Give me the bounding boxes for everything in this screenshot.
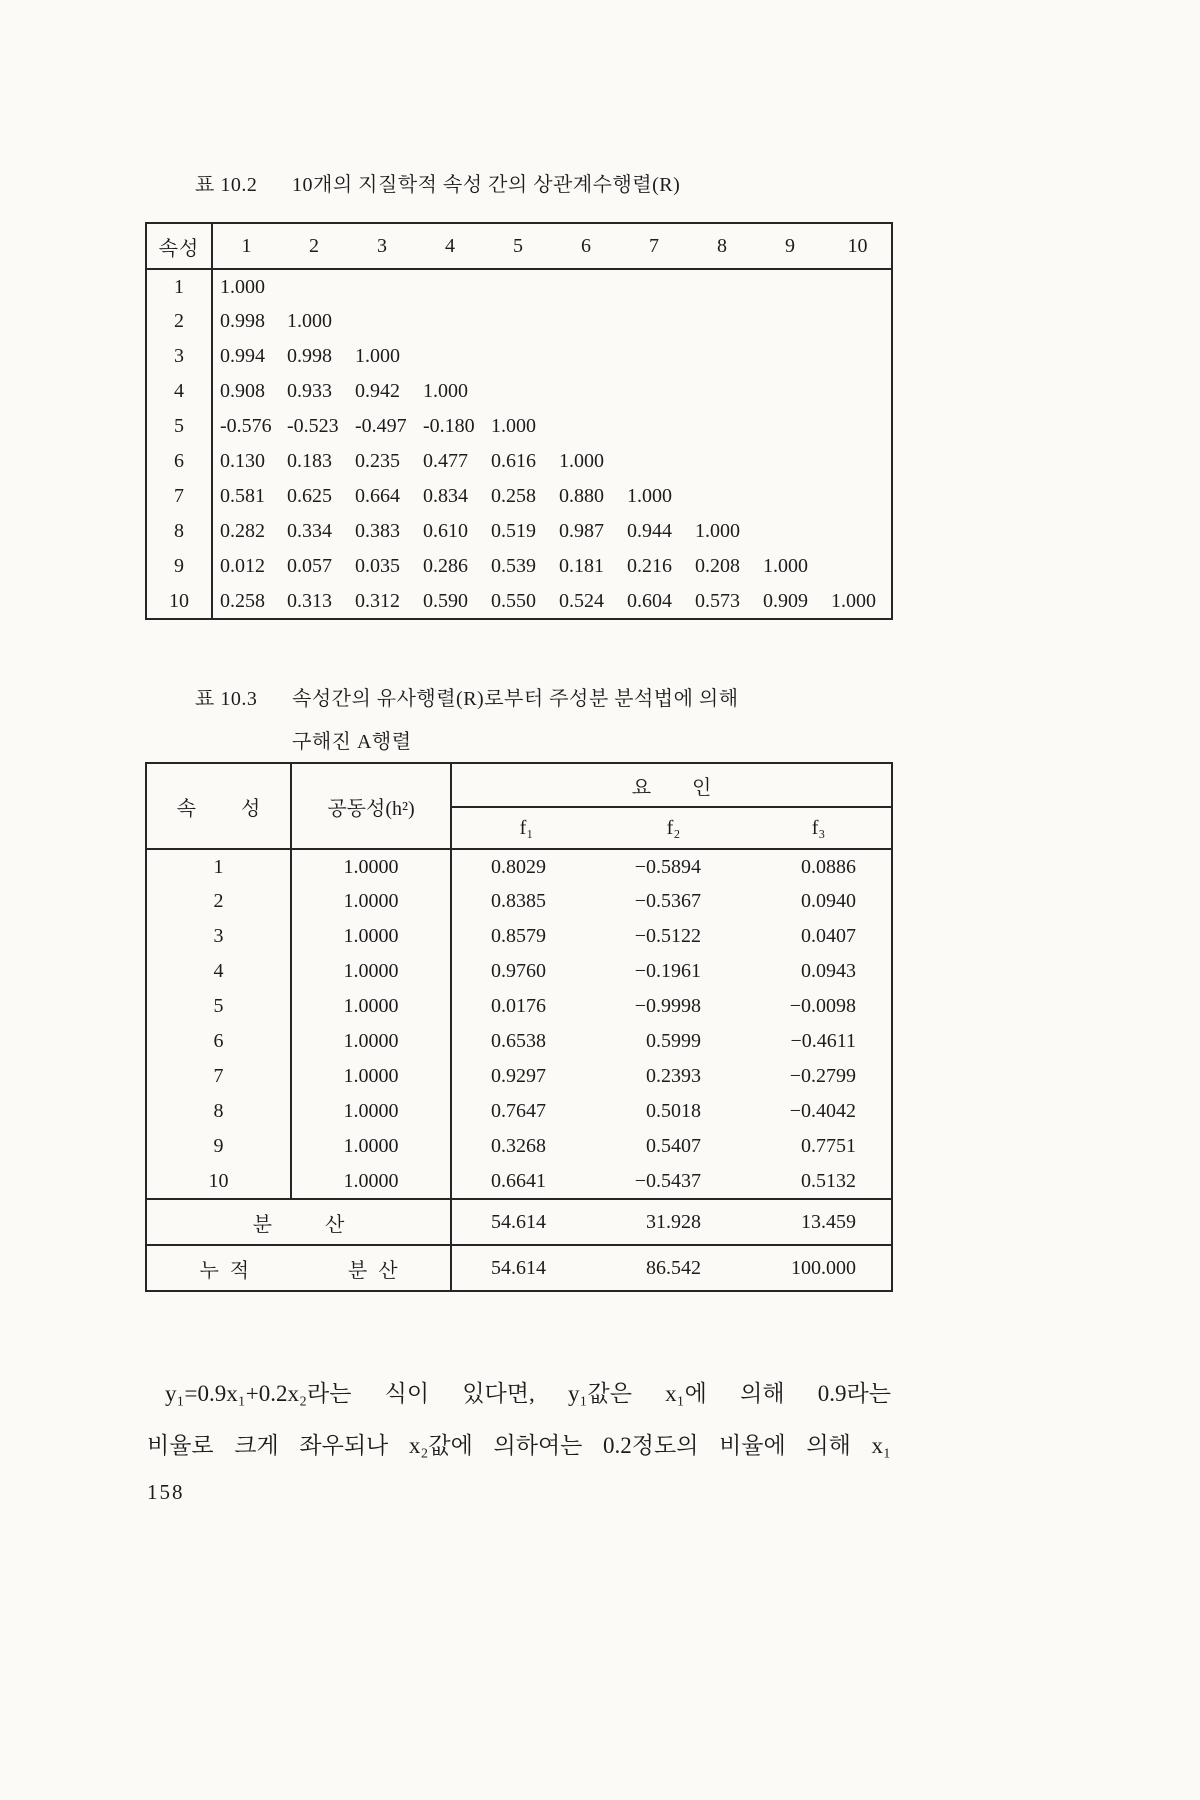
matrix-cell (620, 409, 688, 444)
factor-loading-cell: 0.8385 (491, 890, 546, 912)
matrix-cell: 0.834 (423, 485, 468, 507)
communality-cell: 1.0000 (291, 1059, 451, 1094)
matrix-row (146, 584, 892, 619)
cumulative-variance-label (146, 1245, 451, 1291)
matrix-cell: 0.998 (220, 310, 265, 332)
matrix-cell: 0.235 (355, 450, 400, 472)
cumulative-variance-value: 86.542 (601, 1245, 746, 1291)
matrix-cell: 0.057 (287, 555, 332, 577)
matrix-header-row (146, 223, 892, 269)
matrix-cell: 1.000 (763, 555, 808, 577)
matrix-cell: 0.035 (355, 555, 400, 577)
factor-loading-cell: 0.8029 (491, 855, 546, 878)
factor-loading-cell: −0.9998 (634, 995, 701, 1017)
matrix-cell: 1.000 (491, 415, 536, 437)
matrix-cell: 0.998 (287, 345, 332, 367)
factor-loading-cell: 0.6641 (491, 1169, 546, 1192)
communality-cell: 1.0000 (291, 919, 451, 954)
matrix-cell (552, 374, 620, 409)
factor-header: f₁ (451, 807, 601, 849)
attribute-label: 3 (146, 919, 291, 954)
body-text-line2: 비율로 크게 좌우되나 x₂값에 의하여는 0.2정도의 비율에 의해 x₁ (147, 1433, 891, 1458)
matrix-row (146, 549, 892, 584)
factor-loading-cell: 0.2393 (646, 1065, 701, 1087)
communality-col-header: 공동성(h²) (291, 763, 451, 849)
matrix-cell (688, 409, 756, 444)
communality-cell: 1.0000 (291, 1094, 451, 1129)
matrix-cell (620, 374, 688, 409)
matrix-cell (552, 269, 620, 304)
attribute-label: 2 (146, 884, 291, 919)
loading-row (146, 989, 892, 1024)
factor-loading-cell: 0.0886 (801, 855, 857, 878)
matrix-cell: 0.208 (695, 555, 740, 577)
matrix-cell (552, 339, 620, 374)
matrix-cell (620, 444, 688, 479)
cumulative-variance-row (146, 1245, 892, 1291)
matrix-cell (824, 339, 892, 374)
matrix-col-header: 4 (416, 223, 484, 269)
table-10-3-caption-line1 (195, 682, 739, 711)
matrix-cell: 0.183 (287, 450, 332, 472)
matrix-cell (688, 339, 756, 374)
matrix-col-header: 6 (552, 223, 620, 269)
matrix-cell (620, 269, 688, 304)
table-10-2-caption-number: 표 10.2 (195, 174, 258, 196)
matrix-cell: 0.604 (627, 589, 672, 612)
page-number: 158 (147, 1480, 185, 1504)
matrix-cell (824, 269, 892, 304)
matrix-cell: 0.590 (423, 589, 468, 612)
matrix-cell: 0.258 (491, 485, 536, 507)
factor-loading-cell: 0.5407 (646, 1135, 701, 1157)
factor-loading-cell: 0.5132 (801, 1169, 857, 1192)
factor-loading-cell: −0.1961 (634, 960, 701, 982)
matrix-cell (756, 514, 824, 549)
matrix-cell (688, 269, 756, 304)
matrix-cell: 0.664 (355, 485, 400, 507)
matrix-cell (416, 304, 484, 339)
matrix-cell: 0.944 (627, 520, 672, 542)
cumulative-variance-value: 54.614 (451, 1245, 601, 1291)
factor-loading-cell: −0.2799 (789, 1065, 857, 1087)
matrix-row (146, 269, 892, 304)
factor-loading-cell: 0.0176 (491, 995, 546, 1017)
matrix-col-header: 1 (212, 223, 280, 269)
matrix-cell (688, 479, 756, 514)
matrix-cell: 1.000 (355, 345, 400, 367)
matrix-cell: -0.523 (287, 415, 339, 437)
matrix-cell: 0.334 (287, 520, 332, 542)
attribute-label: 4 (146, 954, 291, 989)
matrix-cell (824, 444, 892, 479)
matrix-cell (416, 269, 484, 304)
attribute-label: 7 (146, 1059, 291, 1094)
matrix-cell (824, 409, 892, 444)
matrix-cell: 0.942 (355, 380, 400, 402)
factor-loading-cell: 0.0943 (801, 960, 857, 982)
matrix-cell (756, 269, 824, 304)
matrix-cell: 0.312 (355, 589, 400, 612)
factor-loading-cell: 0.9760 (491, 960, 546, 982)
matrix-cell (688, 444, 756, 479)
matrix-row-label: 1 (146, 269, 212, 304)
matrix-cell: 0.130 (220, 450, 265, 472)
factor-header: f₂ (601, 807, 746, 849)
matrix-row-label: 7 (146, 479, 212, 514)
attribute-label: 9 (146, 1129, 291, 1164)
matrix-cell: 0.524 (559, 589, 604, 612)
loading-row (146, 1129, 892, 1164)
matrix-row (146, 304, 892, 339)
matrix-cell: 0.573 (695, 589, 740, 612)
matrix-cell (824, 549, 892, 584)
matrix-cell: 1.000 (831, 589, 876, 612)
attribute-label: 5 (146, 989, 291, 1024)
factor-loading-cell: −0.0098 (789, 995, 857, 1017)
matrix-cell: 0.282 (220, 520, 265, 542)
factor-loading-cell: 0.7751 (801, 1135, 857, 1157)
matrix-cell (484, 304, 552, 339)
matrix-cell: 0.181 (559, 555, 604, 577)
matrix-cell (756, 339, 824, 374)
matrix-cell (348, 269, 416, 304)
factor-loading-cell: 0.8579 (491, 925, 546, 947)
loading-row (146, 884, 892, 919)
matrix-cell: 0.313 (287, 589, 332, 612)
matrix-corner-label: 속성 (146, 223, 212, 269)
factor-loading-cell: 0.0407 (801, 925, 857, 947)
communality-cell: 1.0000 (291, 884, 451, 919)
matrix-col-header: 9 (756, 223, 824, 269)
communality-cell: 1.0000 (291, 954, 451, 989)
loading-row (146, 849, 892, 884)
matrix-cell (688, 374, 756, 409)
matrix-cell: 0.610 (423, 520, 468, 542)
loading-row (146, 1164, 892, 1199)
factor-loading-cell: −0.4611 (790, 1030, 857, 1052)
attribute-label: 1 (146, 849, 291, 884)
table-10-3-caption (195, 682, 739, 754)
matrix-row (146, 339, 892, 374)
attribute-label: 6 (146, 1024, 291, 1059)
matrix-row-label: 6 (146, 444, 212, 479)
matrix-cell: 1.000 (287, 310, 332, 332)
matrix-cell: 0.987 (559, 520, 604, 542)
matrix-row (146, 444, 892, 479)
communality-cell: 1.0000 (291, 989, 451, 1024)
matrix-cell: 0.909 (763, 589, 808, 612)
matrix-cell (688, 304, 756, 339)
matrix-cell (756, 444, 824, 479)
factor-loading-cell: −0.4042 (789, 1100, 857, 1122)
matrix-col-header: 7 (620, 223, 688, 269)
matrix-cell (756, 304, 824, 339)
matrix-cell: 0.994 (220, 345, 265, 367)
matrix-cell: 1.000 (220, 275, 265, 298)
matrix-row (146, 374, 892, 409)
matrix-row-label: 2 (146, 304, 212, 339)
communality-cell: 1.0000 (291, 849, 451, 884)
factor-matrix-table (145, 762, 893, 1292)
factor-loading-cell: −0.5122 (634, 925, 701, 947)
factor-loading-cell: −0.5437 (634, 1169, 701, 1192)
matrix-cell: 0.880 (559, 485, 604, 507)
factor-loading-cell: 0.7647 (491, 1100, 546, 1122)
factor-loading-cell: −0.5894 (634, 855, 701, 878)
matrix-col-header: 5 (484, 223, 552, 269)
matrix-col-header: 2 (280, 223, 348, 269)
matrix-cell (620, 339, 688, 374)
matrix-cell: 0.550 (491, 589, 536, 612)
matrix-cell: 0.012 (220, 555, 265, 577)
variance-row (146, 1199, 892, 1245)
variance-label: 분 산 (146, 1199, 451, 1245)
matrix-cell: 0.383 (355, 520, 400, 542)
t2-header-row-top (146, 763, 892, 807)
matrix-cell: 0.477 (423, 450, 468, 472)
matrix-cell: 0.616 (491, 450, 536, 472)
matrix-cell (552, 304, 620, 339)
matrix-cell: 0.625 (287, 485, 332, 507)
communality-cell: 1.0000 (291, 1164, 451, 1199)
matrix-cell: 1.000 (559, 450, 604, 472)
matrix-row-label: 10 (146, 584, 212, 619)
matrix-cell: 1.000 (627, 485, 672, 507)
matrix-cell: 1.000 (695, 520, 740, 542)
matrix-row (146, 479, 892, 514)
factor-loading-cell: 0.9297 (491, 1065, 546, 1087)
matrix-row-label: 8 (146, 514, 212, 549)
matrix-row-label: 4 (146, 374, 212, 409)
factor-loading-cell: 0.5999 (646, 1030, 701, 1052)
matrix-cell (756, 409, 824, 444)
body-paragraph (147, 1368, 891, 1472)
matrix-col-header: 8 (688, 223, 756, 269)
matrix-cell (824, 514, 892, 549)
matrix-cell (280, 269, 348, 304)
matrix-cell: 0.581 (220, 485, 265, 507)
table-10-3-caption-line2: 구해진 A행렬 (292, 731, 412, 753)
matrix-cell (552, 409, 620, 444)
matrix-cell (484, 269, 552, 304)
matrix-cell (756, 479, 824, 514)
loading-row (146, 919, 892, 954)
factor-group-header: 요 인 (451, 763, 892, 807)
attribute-label: 10 (146, 1164, 291, 1199)
matrix-cell: 0.539 (491, 555, 536, 577)
matrix-row-label: 5 (146, 409, 212, 444)
factor-loading-cell: 0.3268 (491, 1135, 546, 1157)
matrix-cell (484, 374, 552, 409)
matrix-cell (824, 304, 892, 339)
matrix-cell: 1.000 (423, 380, 468, 402)
attribute-label: 8 (146, 1094, 291, 1129)
matrix-cell (484, 339, 552, 374)
matrix-cell (348, 304, 416, 339)
body-text-line1: y₁=0.9x₁+0.2x₂라는 식이 있다면, y₁값은 x₁에 의해 0.9라는 (165, 1381, 891, 1406)
cumulative-label-part1: 누 적 (199, 1259, 250, 1282)
factor-header: f₃ (746, 807, 892, 849)
matrix-cell: 0.286 (423, 555, 468, 577)
communality-cell: 1.0000 (291, 1129, 451, 1164)
table-10-3-caption-text: 속성간의 유사행렬(R)로부터 주성분 분석법에 의해 (292, 688, 739, 710)
matrix-col-header: 10 (824, 223, 892, 269)
matrix-cell (824, 479, 892, 514)
matrix-cell: 0.933 (287, 380, 332, 402)
matrix-cell: -0.497 (355, 415, 407, 437)
matrix-row-label: 9 (146, 549, 212, 584)
loading-row (146, 1059, 892, 1094)
matrix-col-header: 3 (348, 223, 416, 269)
loading-row (146, 954, 892, 989)
table-10-3-caption-number: 표 10.3 (195, 688, 258, 710)
matrix-cell (620, 304, 688, 339)
loading-row (146, 1094, 892, 1129)
communality-cell: 1.0000 (291, 1024, 451, 1059)
matrix-cell (416, 339, 484, 374)
cumulative-label-part2: 분 산 (347, 1259, 398, 1282)
factor-loading-cell: 0.6538 (491, 1030, 546, 1052)
factor-loading-cell: 0.5018 (646, 1100, 701, 1122)
matrix-cell: 0.258 (220, 589, 265, 612)
factor-loading-cell: 0.0940 (801, 890, 857, 912)
matrix-row (146, 409, 892, 444)
variance-value: 13.459 (746, 1199, 892, 1245)
variance-value: 31.928 (601, 1199, 746, 1245)
matrix-cell: -0.576 (220, 415, 272, 437)
variance-value: 54.614 (451, 1199, 601, 1245)
matrix-cell (824, 374, 892, 409)
attribute-col-header: 속 성 (146, 763, 291, 849)
matrix-cell: -0.180 (423, 415, 475, 437)
table-10-2-caption (195, 168, 680, 197)
matrix-cell (756, 374, 824, 409)
table-10-2-caption-text: 10개의 지질학적 속성 간의 상관계수행렬(R) (292, 174, 681, 196)
cumulative-variance-value: 100.000 (746, 1245, 892, 1291)
matrix-cell: 0.216 (627, 555, 672, 577)
matrix-cell: 0.519 (491, 520, 536, 542)
loading-row (146, 1024, 892, 1059)
correlation-matrix-table (145, 222, 893, 620)
matrix-row-label: 3 (146, 339, 212, 374)
factor-loading-cell: −0.5367 (634, 890, 701, 912)
matrix-cell: 0.908 (220, 380, 265, 402)
matrix-row (146, 514, 892, 549)
